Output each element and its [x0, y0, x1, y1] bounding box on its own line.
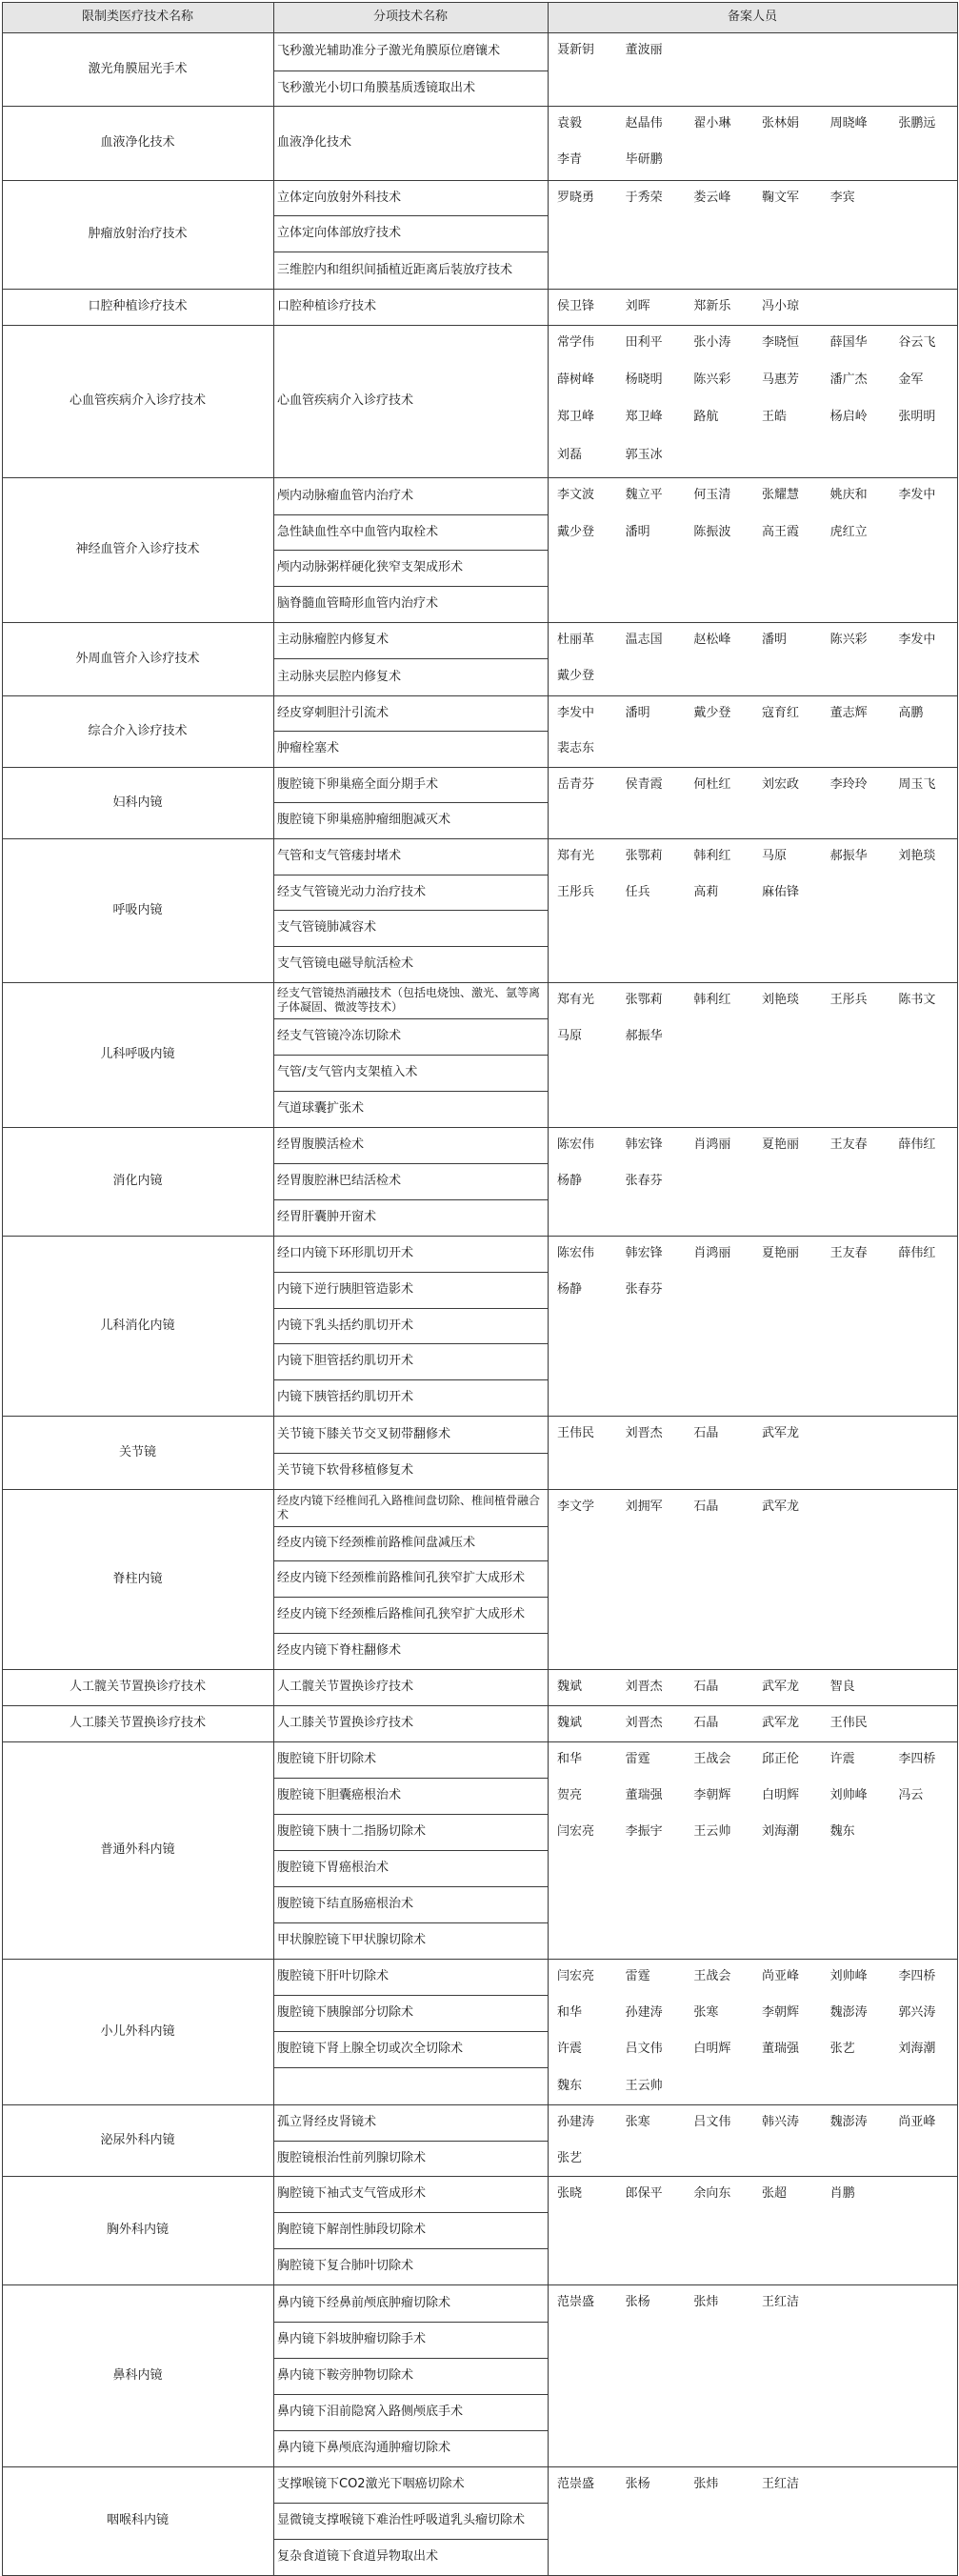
personnel-name: 袁毅 [557, 116, 583, 131]
personnel-name: 路航 [693, 410, 719, 424]
technique-cell: 腹腔镜下胰腺部分切除术 [277, 2005, 414, 2020]
personnel-name: 聂新钥 [557, 43, 595, 57]
personnel-name: 陈振波 [693, 525, 731, 539]
category-cell: 肿瘤放射治疗技术 [88, 227, 188, 241]
personnel-name: 白明辉 [762, 1788, 800, 1802]
personnel-name: 魏东 [829, 1824, 855, 1839]
technique-cell: 内镜下胆管括约肌切开术 [277, 1354, 414, 1368]
personnel-name: 裴志东 [557, 741, 595, 755]
personnel-name: 郑卫峰 [625, 410, 663, 424]
personnel-name: 罗晓勇 [557, 191, 595, 205]
personnel-name: 韩利红 [693, 993, 731, 1007]
personnel-name: 雷霆 [625, 1752, 650, 1766]
technique-cell: 经支气管镜热消融技术（包括电烧蚀、激光、氩等离子体凝固、微波等技术） [277, 986, 541, 1014]
technique-cell: 立体定向体部放疗技术 [277, 226, 402, 240]
personnel-name: 张明明 [898, 410, 936, 424]
personnel-name: 李发中 [898, 488, 936, 502]
personnel-name: 张超 [762, 2186, 788, 2201]
personnel-name: 潘明 [625, 706, 650, 720]
grid-line [2, 2, 3, 2576]
personnel-name: 张晓 [557, 2186, 583, 2201]
personnel-name: 王战会 [693, 1969, 731, 1983]
personnel-name: 刘帅峰 [829, 1788, 868, 1802]
personnel-name: 张鹏远 [898, 116, 936, 131]
technique-cell: 脑脊髓血管畸形血管内治疗术 [277, 596, 439, 611]
personnel-name: 贺亮 [557, 1788, 583, 1802]
technique-cell: 腹腔镜下结直肠癌根治术 [277, 1897, 414, 1911]
personnel-name: 赵松峰 [693, 633, 731, 647]
personnel-name: 刘艳琰 [762, 993, 800, 1007]
technique-cell: 飞秒激光小切口角膜基质透镜取出术 [277, 80, 476, 95]
technique-cell: 气道球囊扩张术 [277, 1101, 365, 1116]
personnel-name: 闫宏亮 [557, 1824, 595, 1839]
technique-cell: 鼻内镜下斜坡肿瘤切除手术 [277, 2332, 427, 2346]
category-cell: 妇科内镜 [112, 795, 163, 810]
category-cell: 鼻科内镜 [112, 2367, 163, 2383]
technique-cell: 腹腔镜下胃癌根治术 [277, 1861, 390, 1875]
personnel-name: 李朝辉 [762, 2005, 800, 2020]
personnel-name: 张林娟 [762, 116, 800, 131]
category-cell: 人工髋关节置换诊疗技术 [69, 1680, 206, 1694]
personnel-name: 杨启岭 [829, 410, 868, 424]
technique-cell: 鼻内镜下经鼻前颅底肿瘤切除术 [277, 2295, 451, 2310]
personnel-name: 王战会 [693, 1752, 731, 1766]
personnel-name: 张小涛 [693, 335, 731, 350]
personnel-name: 孙建涛 [557, 2115, 595, 2129]
personnel-name: 王友春 [829, 1246, 868, 1260]
grid-line [273, 2067, 548, 2068]
personnel-name: 魏澎涛 [829, 2005, 868, 2020]
technique-cell: 人工髋关节置换诊疗技术 [277, 1680, 414, 1694]
category-cell: 口腔种植诊疗技术 [88, 299, 188, 313]
personnel-name: 王彤兵 [829, 993, 868, 1007]
personnel-name: 潘明 [762, 633, 788, 647]
grid-line [548, 2, 549, 2576]
personnel-name: 尚亚峰 [898, 2115, 936, 2129]
category-cell: 脊柱内镜 [112, 1571, 163, 1586]
personnel-name: 张杨 [625, 2295, 650, 2309]
personnel-name: 马惠芳 [762, 372, 800, 387]
personnel-name: 石晶 [693, 1426, 719, 1440]
personnel-name: 武军龙 [762, 1716, 800, 1730]
technique-cell: 经皮内镜下脊柱翻修术 [277, 1643, 402, 1658]
personnel-name: 薛伟红 [898, 1137, 936, 1152]
personnel-name: 韩兴涛 [762, 2115, 800, 2129]
personnel-name: 任兵 [625, 885, 650, 899]
technique-cell: 颅内动脉瘤血管内治疗术 [277, 488, 414, 503]
category-cell: 神经血管介入诊疗技术 [75, 542, 200, 556]
personnel-name: 杨晓明 [625, 372, 663, 387]
personnel-name: 余向东 [693, 2186, 731, 2201]
personnel-name: 智良 [829, 1680, 855, 1694]
category-cell: 胸外科内镜 [106, 2223, 169, 2237]
personnel-name: 李文学 [557, 1499, 595, 1514]
personnel-name: 谷云飞 [898, 335, 936, 350]
personnel-name: 常学伟 [557, 335, 595, 350]
personnel-name: 杜丽革 [557, 633, 595, 647]
personnel-name: 李发中 [898, 633, 936, 647]
technique-cell: 颅内动脉粥样硬化狭窄支架成形术 [277, 560, 464, 574]
personnel-name: 许震 [557, 2042, 583, 2056]
personnel-name: 张杨 [625, 2477, 650, 2491]
personnel-name: 吕文伟 [625, 2042, 663, 2056]
technique-cell: 经皮穿刺胆汁引流术 [277, 705, 390, 720]
technique-cell: 鼻内镜下鼻颅底沟通肿瘤切除术 [277, 2441, 451, 2455]
personnel-name: 魏斌 [557, 1680, 583, 1694]
personnel-name: 薛伟红 [898, 1246, 936, 1260]
personnel-name: 范崇盛 [557, 2477, 595, 2491]
personnel-name: 刘海潮 [762, 1824, 800, 1839]
header-category: 限制类医疗技术名称 [81, 10, 193, 24]
personnel-name: 和华 [557, 2005, 583, 2020]
category-cell: 人工膝关节置换诊疗技术 [69, 1716, 206, 1730]
personnel-name: 魏东 [557, 2079, 583, 2093]
personnel-name: 张寒 [693, 2005, 719, 2020]
personnel-name: 邱正伦 [762, 1752, 800, 1766]
personnel-name: 寇育红 [762, 706, 800, 720]
personnel-name: 刘拥军 [625, 1499, 663, 1514]
personnel-name: 郑有光 [557, 993, 595, 1007]
personnel-name: 李青 [557, 152, 583, 167]
personnel-name: 田利平 [625, 335, 663, 350]
personnel-name: 范崇盛 [557, 2295, 595, 2309]
technique-cell: 经皮内镜下经颈椎前路椎间盘减压术 [277, 1536, 476, 1550]
technique-cell: 经胃腹膜活检术 [277, 1137, 365, 1152]
personnel-name: 薛国华 [829, 335, 868, 350]
personnel-name: 李四桥 [898, 1969, 936, 1983]
personnel-name: 李宾 [829, 191, 855, 205]
personnel-name: 马原 [762, 849, 788, 863]
category-cell: 儿科消化内镜 [100, 1318, 175, 1333]
technique-cell: 胸腔镜下解剖性肺段切除术 [277, 2223, 427, 2237]
technique-cell: 鼻内镜下泪前隐窝入路侧颅底手术 [277, 2405, 464, 2419]
technique-cell: 复杂食道镜下食道异物取出术 [277, 2549, 439, 2564]
personnel-name: 潘明 [625, 525, 650, 539]
personnel-name: 郑卫峰 [557, 410, 595, 424]
personnel-name: 魏澎涛 [829, 2115, 868, 2129]
header-personnel: 备案人员 [727, 10, 777, 24]
technique-cell: 腹腔镜根治性前列腺切除术 [277, 2150, 427, 2165]
category-cell: 儿科呼吸内镜 [100, 1047, 175, 1061]
technique-cell: 腹腔镜下卵巢癌肿瘤细胞减灭术 [277, 813, 451, 827]
personnel-name: 张艺 [557, 2151, 583, 2165]
technique-cell: 经皮内镜下经颈椎后路椎间孔狭窄扩大成形术 [277, 1607, 526, 1621]
personnel-name: 董志辉 [829, 706, 868, 720]
personnel-name: 董瑞强 [625, 1788, 663, 1802]
technique-cell: 血液净化技术 [277, 135, 352, 150]
personnel-name: 鞠文军 [762, 191, 800, 205]
technique-cell: 经胃肝囊肿开窗术 [277, 1210, 377, 1224]
personnel-name: 王云帅 [625, 2079, 663, 2093]
personnel-name: 戴少登 [557, 525, 595, 539]
personnel-name: 陈兴彩 [829, 633, 868, 647]
technique-cell: 人工膝关节置换诊疗技术 [277, 1716, 414, 1730]
personnel-name: 于秀荣 [625, 191, 663, 205]
personnel-name: 刘宏政 [762, 777, 800, 792]
technique-cell: 腹腔镜下肾上腺全切或次全切除术 [277, 2042, 464, 2056]
technique-cell: 关节镜下软骨移植修复术 [277, 1463, 414, 1478]
personnel-name: 肖鹏 [829, 2186, 855, 2201]
technique-cell: 经支气管镜光动力治疗技术 [277, 884, 427, 899]
personnel-name: 张炜 [693, 2477, 719, 2491]
technique-cell: 支气管镜肺减容术 [277, 920, 377, 935]
personnel-name: 王云帅 [693, 1824, 731, 1839]
personnel-name: 薛树峰 [557, 372, 595, 387]
grid-line [273, 2, 274, 2576]
personnel-name: 武军龙 [762, 1680, 800, 1694]
category-cell: 关节镜 [118, 1444, 156, 1459]
personnel-name: 娄云峰 [693, 191, 731, 205]
technique-cell: 经支气管镜冷冻切除术 [277, 1029, 402, 1043]
personnel-name: 麻佑锋 [762, 885, 800, 899]
personnel-name: 冯云 [898, 1788, 924, 1802]
category-cell: 小儿外科内镜 [100, 2023, 175, 2039]
personnel-name: 韩宏锋 [625, 1246, 663, 1260]
technique-cell: 腹腔镜下胆囊癌根治术 [277, 1788, 402, 1802]
personnel-name: 白明辉 [693, 2042, 731, 2056]
personnel-name: 肖鸿丽 [693, 1137, 731, 1152]
technique-cell: 主动脉瘤腔内修复术 [277, 633, 390, 647]
personnel-name: 金军 [898, 372, 924, 387]
personnel-name: 陈兴彩 [693, 372, 731, 387]
personnel-name: 虎红立 [829, 525, 868, 539]
personnel-name: 董瑞强 [762, 2042, 800, 2056]
technique-cell: 立体定向放射外科技术 [277, 190, 402, 205]
personnel-name: 郑有光 [557, 849, 595, 863]
technique-cell: 飞秒激光辅助准分子激光角膜原位磨镶术 [277, 44, 501, 58]
personnel-name: 戴少登 [557, 669, 595, 683]
technique-cell: 三维腔内和组织间插植近距离后装放疗技术 [277, 262, 513, 277]
personnel-name: 刘晋杰 [625, 1680, 663, 1694]
technique-cell: 经皮内镜下经椎间孔入路椎间盘切除、椎间植骨融合术 [277, 1493, 541, 1521]
personnel-name: 侯卫锋 [557, 299, 595, 313]
personnel-name: 何玉清 [693, 488, 731, 502]
personnel-name: 高王霞 [762, 525, 800, 539]
personnel-name: 赵晶伟 [625, 116, 663, 131]
personnel-name: 马原 [557, 1029, 583, 1043]
personnel-name: 肖鸿丽 [693, 1246, 731, 1260]
personnel-name: 韩宏锋 [625, 1137, 663, 1152]
technique-cell: 显微镜支撑喉镜下难治性呼吸道乳头瘤切除术 [277, 2513, 526, 2527]
category-cell: 激光角膜屈光手术 [88, 61, 188, 76]
personnel-name: 何杜红 [693, 777, 731, 792]
personnel-name: 张炜 [693, 2295, 719, 2309]
personnel-name: 张耀慧 [762, 488, 800, 502]
personnel-name: 石晶 [693, 1716, 719, 1730]
personnel-name: 李文波 [557, 488, 595, 502]
personnel-name: 雷霆 [625, 1969, 650, 1983]
technique-cell: 腹腔镜下肝切除术 [277, 1752, 377, 1766]
personnel-name: 张春芬 [625, 1174, 663, 1188]
personnel-name: 周晓峰 [829, 116, 868, 131]
personnel-name: 尚亚峰 [762, 1969, 800, 1983]
personnel-name: 岳青芬 [557, 777, 595, 792]
category-cell: 咽喉科内镜 [106, 2513, 169, 2527]
personnel-name: 翟小琳 [693, 116, 731, 131]
personnel-name: 陈宏伟 [557, 1137, 595, 1152]
technique-cell: 内镜下逆行胰胆管造影术 [277, 1282, 414, 1297]
grid-line [957, 2, 958, 2576]
personnel-name: 姚庆和 [829, 488, 868, 502]
category-cell: 综合介入诊疗技术 [88, 723, 188, 738]
personnel-name: 魏立平 [625, 488, 663, 502]
category-cell: 普通外科内镜 [100, 1842, 175, 1857]
technique-cell: 急性缺血性卒中血管内取栓术 [277, 524, 439, 539]
personnel-name: 张寒 [625, 2115, 650, 2129]
personnel-name: 李振宇 [625, 1824, 663, 1839]
personnel-name: 武军龙 [762, 1426, 800, 1440]
personnel-name: 吕文伟 [693, 2115, 731, 2129]
personnel-name: 张鄂莉 [625, 993, 663, 1007]
personnel-name: 郭兴涛 [898, 2005, 936, 2020]
personnel-name: 王伟民 [557, 1426, 595, 1440]
personnel-name: 石晶 [693, 1499, 719, 1514]
technique-cell: 甲状腺腔镜下甲状腺切除术 [277, 1933, 427, 1947]
personnel-name: 王彤兵 [557, 885, 595, 899]
personnel-name: 张鄂莉 [625, 849, 663, 863]
personnel-name: 郝振华 [625, 1029, 663, 1043]
personnel-name: 刘晋杰 [625, 1426, 663, 1440]
personnel-name: 温志国 [625, 633, 663, 647]
technique-cell: 经口内镜下环形肌切开术 [277, 1246, 414, 1260]
personnel-name: 刘艳琰 [898, 849, 936, 863]
personnel-name: 杨静 [557, 1174, 583, 1188]
category-cell: 泌尿外科内镜 [100, 2132, 175, 2147]
technique-cell: 支撑喉镜下CO2激光下咽癌切除术 [277, 2477, 465, 2491]
personnel-name: 刘磊 [557, 448, 583, 462]
personnel-name: 郭玉冰 [625, 448, 663, 462]
personnel-name: 毕研鹏 [625, 152, 663, 167]
technique-cell: 心血管疾病介入诊疗技术 [277, 393, 414, 408]
personnel-name: 高鹏 [898, 706, 924, 720]
technique-cell: 腹腔镜下胰十二指肠切除术 [277, 1824, 427, 1839]
personnel-name: 李朝辉 [693, 1788, 731, 1802]
technique-cell: 肿瘤栓塞术 [277, 741, 340, 755]
technique-cell: 关节镜下膝关节交叉韧带翻修术 [277, 1426, 451, 1441]
technique-cell: 经皮内镜下经颈椎前路椎间孔狭窄扩大成形术 [277, 1571, 526, 1585]
personnel-name: 刘晋杰 [625, 1716, 663, 1730]
technique-cell: 胸腔镜下袖式支气管成形术 [277, 2186, 427, 2201]
category-cell: 心血管疾病介入诊疗技术 [69, 393, 206, 408]
category-cell: 消化内镜 [112, 1174, 163, 1188]
personnel-name: 高莉 [693, 885, 719, 899]
personnel-name: 孙建涛 [625, 2005, 663, 2020]
technique-cell: 内镜下胰管括约肌切开术 [277, 1390, 414, 1404]
category-cell: 外周血管介入诊疗技术 [75, 651, 200, 666]
personnel-name: 李晓恒 [762, 335, 800, 350]
personnel-name: 王红洁 [762, 2477, 800, 2491]
personnel-name: 潘广杰 [829, 372, 868, 387]
category-cell: 呼吸内镜 [112, 902, 163, 917]
personnel-name: 李玲玲 [829, 777, 868, 792]
grid-line [2, 2, 958, 3]
personnel-name: 戴少登 [693, 706, 731, 720]
personnel-name: 周玉飞 [898, 777, 936, 792]
technique-cell: 内镜下乳头括约肌切开术 [277, 1318, 414, 1333]
technique-cell: 胸腔镜下复合肺叶切除术 [277, 2259, 414, 2273]
technique-cell: 支气管镜电磁导航活检术 [277, 956, 414, 971]
personnel-name: 韩利红 [693, 849, 731, 863]
personnel-name: 王友春 [829, 1137, 868, 1152]
personnel-name: 冯小琼 [762, 299, 800, 313]
personnel-name: 董波丽 [625, 43, 663, 57]
personnel-name: 郎保平 [625, 2186, 663, 2201]
personnel-name: 王红洁 [762, 2295, 800, 2309]
personnel-name: 刘海潮 [898, 2042, 936, 2056]
personnel-name: 王伟民 [829, 1716, 868, 1730]
personnel-name: 魏斌 [557, 1716, 583, 1730]
personnel-name: 武军龙 [762, 1499, 800, 1514]
technique-cell: 腹腔镜下卵巢癌全面分期手术 [277, 776, 439, 792]
personnel-name: 夏艳丽 [762, 1137, 800, 1152]
personnel-name: 张春芬 [625, 1282, 663, 1297]
personnel-name: 李发中 [557, 706, 595, 720]
personnel-name: 夏艳丽 [762, 1246, 800, 1260]
personnel-name: 侯青霞 [625, 777, 663, 792]
personnel-name: 陈宏伟 [557, 1246, 595, 1260]
technique-cell: 口腔种植诊疗技术 [277, 299, 377, 313]
personnel-name: 刘帅峰 [829, 1969, 868, 1983]
personnel-name: 刘晖 [625, 299, 650, 313]
personnel-name: 李四桥 [898, 1752, 936, 1766]
personnel-name: 和华 [557, 1752, 583, 1766]
personnel-name: 许震 [829, 1752, 855, 1766]
header-subtechnique: 分项技术名称 [372, 10, 448, 24]
technique-cell: 经胃腹腔淋巴结活检术 [277, 1174, 402, 1188]
technique-cell: 气管和支气管瘘封堵术 [277, 849, 402, 863]
personnel-name: 石晶 [693, 1680, 719, 1694]
personnel-name: 张艺 [829, 2042, 855, 2056]
personnel-name: 陈书文 [898, 993, 936, 1007]
personnel-name: 郝振华 [829, 849, 868, 863]
technique-cell: 鼻内镜下鞍旁肿物切除术 [277, 2368, 414, 2383]
personnel-name: 郑新乐 [693, 299, 731, 313]
technique-cell: 孤立肾经皮肾镜术 [277, 2115, 377, 2129]
technique-cell: 主动脉夹层腔内修复术 [277, 669, 402, 684]
technique-cell: 气管/支气管内支架植入术 [277, 1065, 418, 1079]
personnel-name: 王皓 [762, 410, 788, 424]
category-cell: 血液净化技术 [100, 135, 175, 150]
personnel-name: 闫宏亮 [557, 1969, 595, 1983]
personnel-name: 杨静 [557, 1282, 583, 1297]
technique-cell: 腹腔镜下肝叶切除术 [277, 1969, 390, 1983]
